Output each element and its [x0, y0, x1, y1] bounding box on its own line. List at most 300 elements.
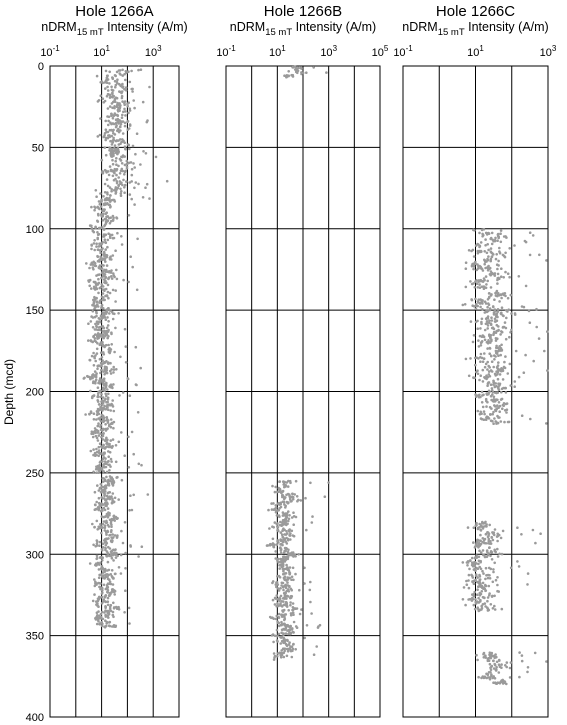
data-point [99, 452, 102, 455]
data-point [275, 605, 278, 608]
panel-2 [216, 3, 389, 717]
data-point [118, 90, 121, 93]
data-point [513, 244, 516, 247]
panel-x-axis-label: nDRM$_{15 mT}$ Intensity (A/m) [229, 20, 377, 38]
data-point [115, 444, 118, 447]
data-point [124, 567, 127, 570]
data-point [96, 348, 99, 351]
data-point [100, 621, 103, 624]
data-point [317, 625, 320, 628]
data-point [105, 79, 108, 82]
data-point [99, 117, 102, 120]
x-tick-label: $10^{-1}$ [393, 44, 413, 59]
data-point [104, 241, 107, 244]
data-point [114, 169, 117, 172]
data-point [491, 319, 494, 322]
data-point [90, 206, 93, 209]
data-point [99, 299, 102, 302]
data-point [90, 248, 93, 251]
data-point [92, 600, 95, 603]
data-point [111, 89, 114, 92]
data-point [102, 387, 105, 390]
data-point [499, 665, 502, 668]
data-point [481, 590, 484, 593]
x-tick-label: $10^3$ [144, 44, 162, 59]
data-point [166, 180, 169, 183]
data-point [294, 65, 297, 68]
data-point [490, 286, 493, 289]
data-point [490, 250, 493, 253]
data-point [115, 476, 118, 479]
data-point [282, 614, 285, 617]
data-point [521, 654, 524, 657]
data-point [114, 497, 117, 500]
data-point [498, 294, 501, 297]
data-point [481, 541, 484, 544]
data-point [498, 278, 501, 281]
data-point [104, 191, 107, 194]
data-point [514, 380, 517, 383]
data-point [129, 255, 132, 258]
data-point [93, 286, 96, 289]
data-point [518, 376, 521, 379]
data-point [99, 432, 102, 435]
data-point [132, 99, 135, 102]
data-point [98, 403, 101, 406]
data-point [310, 612, 313, 615]
data-point [133, 187, 136, 190]
data-point [495, 294, 498, 297]
data-point [485, 677, 488, 680]
data-point [297, 67, 300, 70]
data-point [96, 614, 99, 617]
data-point [497, 378, 500, 381]
data-point [93, 394, 96, 397]
data-point [493, 605, 496, 608]
data-point [111, 155, 114, 158]
data-point [99, 301, 102, 304]
data-point [113, 593, 116, 596]
data-point [545, 422, 548, 425]
data-point [487, 673, 490, 676]
data-point [546, 330, 549, 333]
data-point [493, 398, 496, 401]
data-point [498, 553, 501, 556]
data-point [102, 454, 105, 457]
data-point [476, 588, 479, 591]
data-point [291, 628, 294, 631]
data-point [500, 398, 503, 401]
data-point [119, 172, 122, 175]
data-point [276, 615, 279, 618]
data-point [288, 647, 291, 650]
data-point [112, 218, 115, 221]
data-point [129, 109, 132, 112]
data-point [112, 492, 115, 495]
data-point [113, 501, 116, 504]
data-point [282, 568, 285, 571]
data-point [281, 629, 284, 632]
data-point [494, 274, 497, 277]
data-point [288, 585, 291, 588]
data-point [112, 383, 115, 386]
data-point [92, 373, 95, 376]
data-point [87, 322, 90, 325]
data-point [494, 355, 497, 358]
data-point [112, 137, 115, 140]
data-point [478, 580, 481, 583]
data-point [274, 635, 277, 638]
data-point [504, 321, 507, 324]
data-point [493, 417, 496, 420]
data-point [484, 525, 487, 528]
data-point [110, 404, 113, 407]
data-point [494, 653, 497, 656]
data-point [479, 280, 482, 283]
data-point [478, 283, 481, 286]
data-point [94, 585, 97, 588]
data-point [119, 73, 122, 76]
data-point [493, 298, 496, 301]
data-point [497, 388, 500, 391]
data-point [105, 531, 108, 534]
data-point [290, 595, 293, 598]
data-point [109, 547, 112, 550]
data-point [113, 172, 116, 175]
data-point [305, 71, 308, 74]
data-point [113, 410, 116, 413]
data-point [510, 661, 513, 664]
data-point [498, 250, 501, 253]
data-point [498, 300, 501, 303]
data-point [147, 493, 150, 496]
data-point [493, 358, 496, 361]
data-point [96, 368, 99, 371]
data-point [309, 482, 312, 485]
data-point [97, 329, 100, 332]
data-point [497, 308, 500, 311]
data-point [482, 335, 485, 338]
data-point [98, 489, 101, 492]
data-point [120, 159, 123, 162]
data-point [101, 241, 104, 244]
data-point [104, 369, 107, 372]
data-point [100, 314, 103, 317]
data-point [113, 199, 116, 202]
data-point [123, 103, 126, 106]
data-point [274, 486, 277, 489]
data-point [492, 422, 495, 425]
data-point [93, 209, 96, 212]
data-point [278, 488, 281, 491]
data-point [107, 591, 110, 594]
data-point [99, 192, 102, 195]
data-point [109, 592, 112, 595]
data-point [100, 491, 103, 494]
data-point [275, 510, 278, 513]
data-point [97, 422, 100, 425]
data-point [101, 215, 104, 218]
data-point [108, 217, 111, 220]
data-points [83, 68, 169, 628]
data-point [99, 203, 102, 206]
data-point [120, 572, 123, 575]
data-point [101, 509, 104, 512]
data-point [504, 252, 507, 255]
data-point [131, 431, 134, 434]
data-point [121, 95, 124, 98]
data-point [505, 391, 508, 394]
data-point [529, 418, 532, 421]
data-point [285, 533, 288, 536]
data-point [100, 428, 103, 431]
data-point [473, 604, 476, 607]
data-point [119, 356, 122, 359]
data-point [273, 658, 276, 661]
data-point [124, 552, 127, 555]
data-point [494, 608, 497, 611]
data-point [500, 241, 503, 244]
data-point [108, 469, 111, 472]
data-point [107, 455, 110, 458]
data-point [518, 275, 521, 278]
data-point [477, 546, 480, 549]
data-point [475, 308, 478, 311]
data-point [110, 372, 113, 375]
data-point [285, 572, 288, 575]
data-point [97, 393, 100, 396]
data-point [97, 292, 100, 295]
data-point [480, 250, 483, 253]
data-point [292, 511, 295, 514]
data-point [107, 93, 110, 96]
data-point [93, 242, 96, 245]
data-point [106, 584, 109, 587]
data-point [112, 482, 115, 485]
data-point [285, 613, 288, 616]
data-point [481, 570, 484, 573]
data-point [494, 386, 497, 389]
data-point [110, 610, 113, 613]
data-point [109, 194, 112, 197]
data-point [297, 553, 300, 556]
panel-title: Hole 1266C [435, 3, 516, 20]
data-point [485, 405, 488, 408]
data-point [478, 379, 481, 382]
data-point [135, 181, 138, 184]
data-point [92, 352, 95, 355]
data-point [104, 509, 107, 512]
data-point [286, 566, 289, 569]
data-point [490, 399, 493, 402]
data-point [492, 391, 495, 394]
data-point [278, 613, 281, 616]
data-point [139, 163, 142, 166]
data-point [287, 74, 290, 77]
data-point [505, 317, 508, 320]
data-point [462, 561, 465, 564]
data-point [105, 318, 108, 321]
data-point [93, 578, 96, 581]
data-point [114, 300, 117, 303]
data-point [497, 361, 500, 364]
data-point [472, 249, 475, 252]
data-point [508, 421, 511, 424]
data-point [484, 329, 487, 332]
data-point [91, 262, 94, 265]
data-point [273, 546, 276, 549]
data-point [515, 350, 518, 353]
data-point [99, 287, 102, 290]
data-point [107, 561, 110, 564]
data-point [121, 162, 124, 165]
data-point [97, 605, 100, 608]
data-point [286, 655, 289, 658]
data-point [93, 418, 96, 421]
data-point [107, 284, 110, 287]
data-point [545, 660, 548, 663]
data-point [95, 189, 98, 192]
data-point [102, 264, 105, 267]
data-point [116, 607, 119, 610]
data-point [487, 554, 490, 557]
data-point [87, 339, 90, 342]
data-point [491, 360, 494, 363]
data-point [543, 350, 546, 353]
data-point [109, 409, 112, 412]
data-point [96, 528, 99, 531]
data-point [503, 361, 506, 364]
data-point [272, 538, 275, 541]
data-point [122, 132, 125, 135]
data-point [94, 491, 97, 494]
data-point [480, 344, 483, 347]
data-point [114, 534, 117, 537]
data-point [117, 109, 120, 112]
data-point [112, 215, 115, 218]
data-point [492, 305, 495, 308]
x-tick-label: $10^{-1}$ [40, 44, 60, 59]
data-point [509, 667, 512, 670]
data-point [474, 601, 477, 604]
data-point [142, 196, 145, 199]
data-point [97, 274, 100, 277]
data-point [106, 77, 109, 80]
data-point [97, 220, 100, 223]
data-point [111, 445, 114, 448]
data-point [303, 567, 306, 570]
data-point [279, 521, 282, 524]
data-point [90, 225, 93, 228]
data-point [108, 612, 111, 615]
data-point [101, 625, 104, 628]
data-point [274, 550, 277, 553]
data-point [106, 316, 109, 319]
data-point [102, 195, 105, 198]
data-point [105, 198, 108, 201]
data-point [315, 645, 318, 648]
y-tick-label: 150 [25, 305, 44, 318]
data-point [504, 271, 507, 274]
data-point [109, 257, 112, 260]
data-point [490, 550, 493, 553]
data-point [97, 278, 100, 281]
data-point [480, 241, 483, 244]
data-point [103, 492, 106, 495]
data-point [470, 298, 473, 301]
data-point [102, 285, 105, 288]
data-point [285, 76, 288, 79]
data-point [107, 329, 110, 332]
data-point [124, 79, 127, 82]
data-point [108, 270, 111, 273]
data-point [473, 568, 476, 571]
data-point [126, 103, 129, 106]
data-point [129, 545, 132, 548]
data-point [116, 278, 119, 281]
data-point [274, 557, 277, 560]
data-point [507, 297, 510, 300]
data-point [485, 310, 488, 313]
data-point [125, 86, 128, 89]
data-point [294, 648, 297, 651]
data-point [98, 208, 101, 211]
data-point [132, 453, 135, 456]
data-point [486, 341, 489, 344]
data-point [110, 536, 113, 539]
data-point [493, 396, 496, 399]
data-point [477, 339, 480, 342]
data-point [267, 544, 270, 547]
data-point [481, 391, 484, 394]
data-point [104, 619, 107, 622]
y-axis-label: Depth (mcd) [2, 358, 16, 426]
data-point [107, 185, 110, 188]
data-point [120, 190, 123, 193]
data-point [95, 508, 98, 511]
data-point [106, 401, 109, 404]
data-point [325, 71, 328, 74]
data-point [492, 581, 495, 584]
data-point [282, 541, 285, 544]
data-point [294, 68, 297, 71]
data-point [290, 74, 293, 77]
data-point [288, 528, 291, 531]
data-point [305, 529, 308, 532]
data-point [534, 542, 537, 545]
data-point [506, 408, 509, 411]
data-point [474, 357, 477, 360]
data-point [120, 554, 123, 557]
data-point [118, 104, 121, 107]
data-point [98, 576, 101, 579]
data-point [282, 556, 285, 559]
data-point [277, 587, 280, 590]
data-point [103, 362, 106, 365]
data-point [284, 597, 287, 600]
data-point [94, 323, 97, 326]
y-tick-label: 0 [37, 61, 44, 73]
data-point [271, 525, 274, 528]
data-point [277, 503, 280, 506]
data-point [118, 441, 121, 444]
data-point [104, 457, 107, 460]
data-point [486, 252, 489, 255]
data-point [104, 146, 107, 149]
data-point [525, 285, 528, 288]
data-point [97, 332, 100, 335]
data-point [107, 393, 110, 396]
